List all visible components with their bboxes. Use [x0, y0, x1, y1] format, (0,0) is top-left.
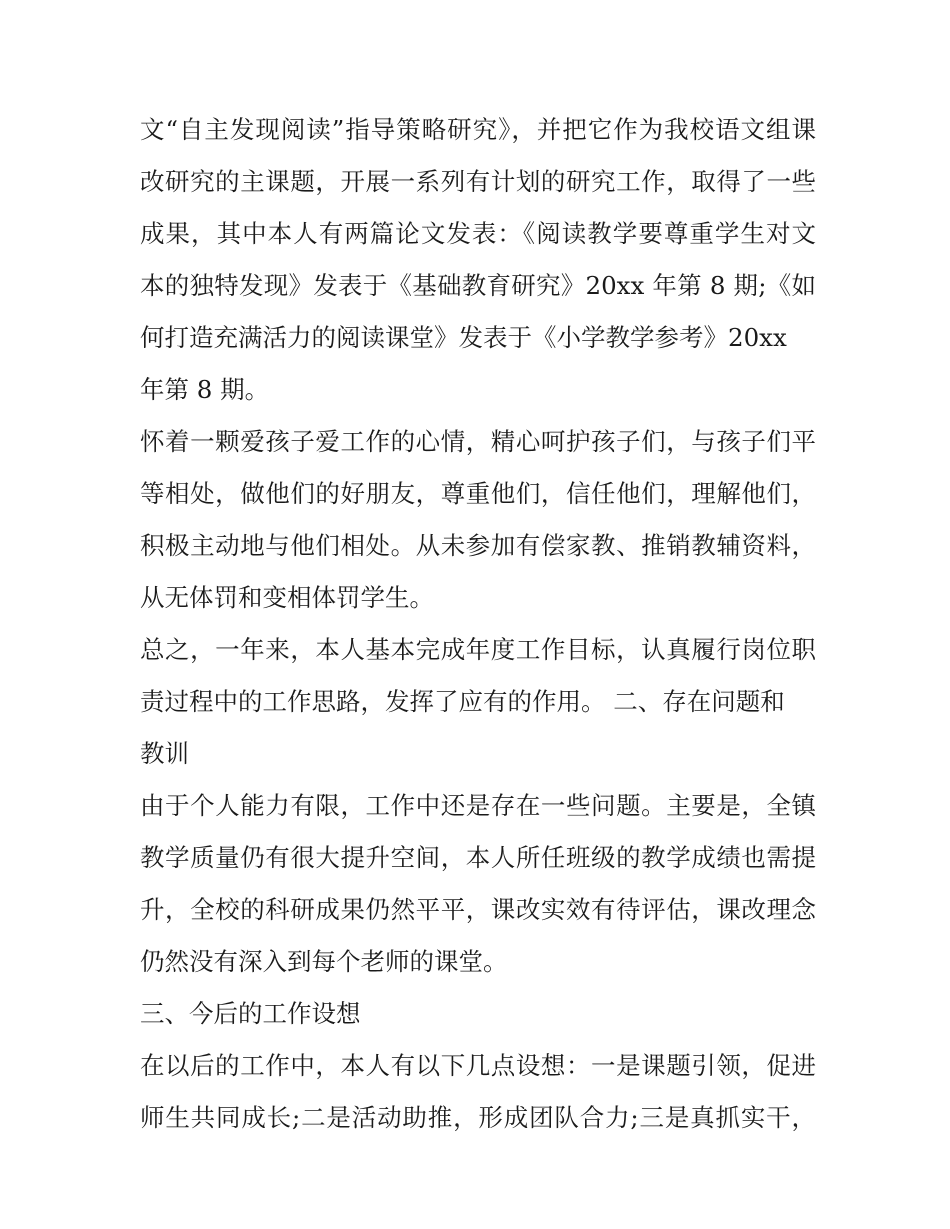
- text-line: 积极主动地与他们相处。从未参加有偿家教、推销教辅资料，: [140, 531, 816, 560]
- text-line: 改研究的主课题，开展一系列有计划的研究工作，取得了一些: [140, 167, 816, 196]
- text-line: 教训: [140, 739, 189, 768]
- text-line: 等相处，做他们的好朋友，尊重他们，信任他们，理解他们，: [140, 479, 816, 508]
- text-line: 总之，一年来，本人基本完成年度工作目标，认真履行岗位职: [140, 635, 816, 664]
- text-line: 本的独特发现》发表于《基础教育研究》20xx 年第 8 期;《如: [140, 271, 816, 300]
- text-line: 从无体罚和变相体罚学生。: [140, 583, 434, 612]
- text-line: 成果，其中本人有两篇论文发表：《阅读教学要尊重学生对文: [140, 219, 816, 248]
- text-line: 由于个人能力有限，工作中还是存在一些问题。主要是，全镇: [140, 791, 816, 820]
- text-line: 仍然没有深入到每个老师的课堂。: [140, 947, 508, 976]
- section-heading: 三、今后的工作设想: [140, 999, 361, 1028]
- text-line: 年第 8 期。: [140, 375, 270, 404]
- text-line: 教学质量仍有很大提升空间，本人所任班级的教学成绩也需提: [140, 843, 816, 872]
- text-line: 升，全校的科研成果仍然平平，课改实效有待评估，课改理念: [140, 895, 816, 924]
- text-line: 师生共同成长;二是活动助推，形成团队合力;三是真抓实干，: [140, 1103, 816, 1132]
- document-body: [140, 104, 816, 1144]
- text-line: 何打造充满活力的阅读课堂》发表于《小学教学参考》20xx: [140, 323, 787, 352]
- text-line: 在以后的工作中，本人有以下几点设想：一是课题引领，促进: [140, 1051, 816, 1080]
- text-line: 文“自主发现阅读”指导策略研究》，并把它作为我校语文组课: [140, 115, 816, 144]
- text-line: 怀着一颗爱孩子爱工作的心情，精心呵护孩子们，与孩子们平: [140, 427, 816, 456]
- text-line: 责过程中的工作思路，发挥了应有的作用。 二、存在问题和: [140, 687, 785, 716]
